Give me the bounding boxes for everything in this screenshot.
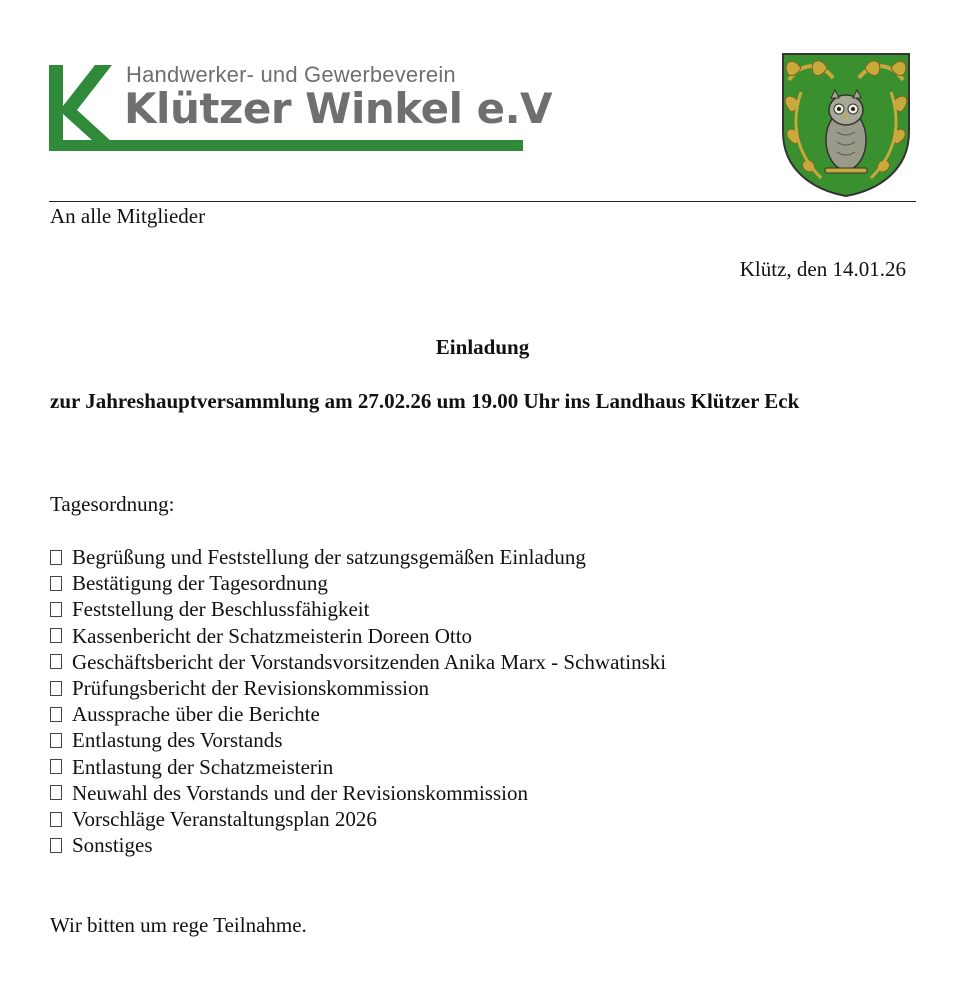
agenda-title: Tagesordnung: xyxy=(50,492,175,516)
agenda-item xyxy=(50,649,666,675)
agenda-item xyxy=(50,701,666,727)
agenda-item xyxy=(50,675,666,701)
agenda-item xyxy=(50,623,666,649)
checkbox-icon xyxy=(50,681,62,696)
agenda-item-label: Entlastung des Vorstands xyxy=(72,728,283,753)
agenda-item xyxy=(50,544,666,570)
agenda-item xyxy=(50,727,666,753)
agenda-item-label: Geschäftsbericht der Vorstandsvorsitzenden Anika Marx - Schwatinski xyxy=(72,649,667,674)
checkbox-icon xyxy=(50,707,62,722)
organization-logo xyxy=(49,62,553,154)
agenda-item xyxy=(50,832,666,858)
agenda-item-label: Kassenbericht der Schatzmeisterin Doreen Otto xyxy=(72,623,473,648)
agenda-item xyxy=(50,806,666,832)
agenda-item-label: Neuwahl des Vorstands und der Revisionskommission xyxy=(72,780,528,805)
agenda-item-label: Aussprache über die Berichte xyxy=(72,702,320,727)
checkbox-icon xyxy=(50,838,62,853)
agenda-item-label: Prüfungsbericht der Revisionskommission xyxy=(72,676,429,701)
checkbox-icon xyxy=(50,759,62,774)
agenda-item xyxy=(50,780,666,806)
place-date: Klütz, den 14.01.26 xyxy=(739,257,906,281)
agenda-item xyxy=(50,754,666,780)
checkbox-icon xyxy=(50,654,62,669)
closing-line: Wir bitten um rege Teilnahme. xyxy=(50,913,307,937)
checkbox-icon xyxy=(50,576,62,591)
header-divider xyxy=(49,201,916,202)
organization-name-line1: Handwerker- und Gewerbeverein xyxy=(126,62,456,87)
agenda-item-label: Bestätigung der Tagesordnung xyxy=(72,571,328,596)
letter-heading: Einladung xyxy=(435,335,530,359)
agenda-item-label: Feststellung der Beschlussfähigkeit xyxy=(72,597,370,622)
checkbox-icon xyxy=(50,550,62,565)
agenda-list xyxy=(50,544,666,858)
agenda-item-label: Begrüßung und Feststellung der satzungsgemäßen Einladung xyxy=(72,545,586,569)
checkbox-icon xyxy=(50,602,62,617)
checkbox-icon xyxy=(50,733,62,748)
agenda-item xyxy=(50,570,666,596)
organization-name-line2: Klützer Winkel e.V xyxy=(124,84,553,133)
checkbox-icon xyxy=(50,628,62,643)
agenda-item-label: Vorschläge Veranstaltungsplan 2026 xyxy=(72,807,377,832)
owl-coat-of-arms-icon xyxy=(781,52,911,198)
agenda-item-label: Sonstiges xyxy=(72,833,153,858)
checkbox-icon xyxy=(50,785,62,800)
agenda-item xyxy=(50,596,666,622)
letter-subheading: zur Jahreshauptversammlung am 27.02.26 um 19.00 Uhr ins Landhaus Klützer Eck xyxy=(50,389,800,413)
checkbox-icon xyxy=(50,812,62,827)
agenda-item-label: Entlastung der Schatzmeisterin xyxy=(72,754,334,779)
recipient-line: An alle Mitglieder xyxy=(50,204,206,228)
